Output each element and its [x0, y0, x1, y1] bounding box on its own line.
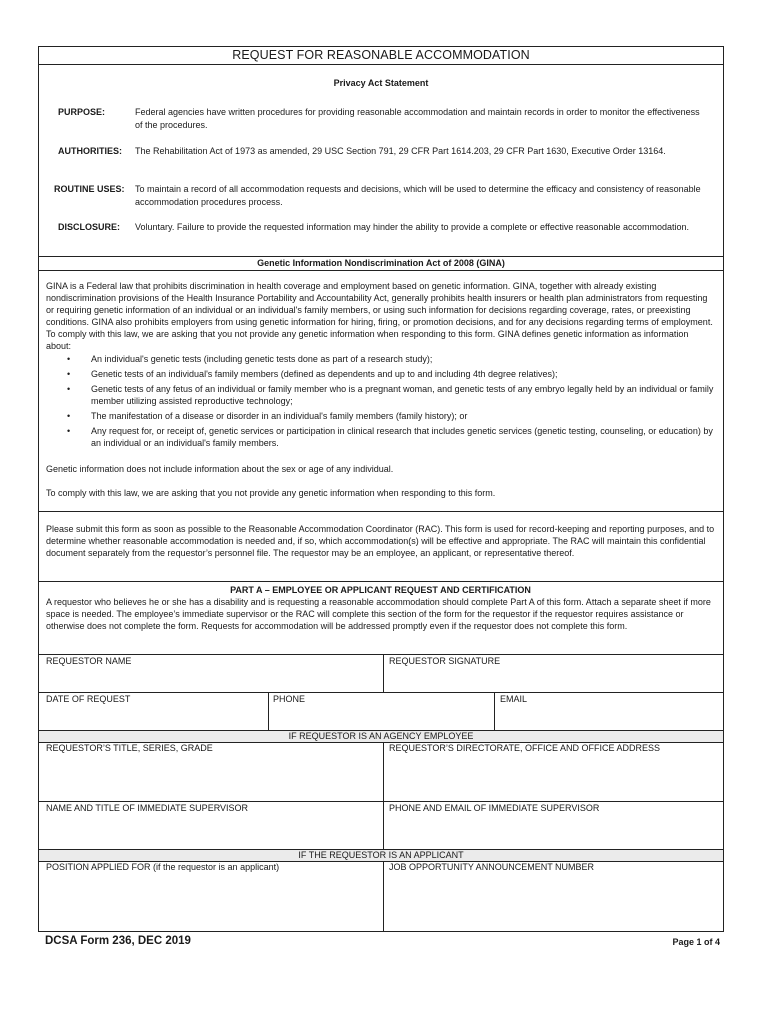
divider	[383, 654, 384, 692]
bullet-icon: •	[67, 369, 71, 379]
bullet-icon: •	[67, 426, 71, 436]
divider	[39, 654, 723, 655]
bullet-icon: •	[67, 354, 71, 364]
gina-list	[67, 353, 715, 452]
authorities-text: The Rehabilitation Act of 1973 as amended, 29 USC Section 791, 29 CFR Part 1614.203, 29 CFR Part 1630, Executive Order 13164.	[135, 146, 666, 156]
divider	[494, 692, 495, 730]
title-series-grade-field[interactable]: REQUESTOR’S TITLE, SERIES, GRADE	[46, 743, 213, 753]
form-container	[38, 46, 724, 932]
date-of-request-field[interactable]: DATE OF REQUEST	[46, 694, 131, 704]
page-number: Page 1 of 4	[672, 937, 720, 947]
bullet-icon: •	[67, 384, 71, 394]
job-announcement-field[interactable]: JOB OPPORTUNITY ANNOUNCEMENT NUMBER	[389, 862, 595, 872]
gina-note-sex-age: Genetic information does not include information about the sex or age of any individual.	[46, 464, 394, 474]
privacy-act-heading: Privacy Act Statement	[333, 78, 429, 88]
position-applied-field[interactable]: POSITION APPLIED FOR (if the requestor is an applicant)	[46, 862, 280, 872]
list-item: • Any request for, or receipt of, genetic services or participation in clinical research that includes genetic services (genetic testing, counseling, or education) by an individual or an individual's family members.	[67, 426, 713, 448]
divider	[383, 742, 384, 852]
list-item: • The manifestation of a disease or disorder in an individual's family members (family history); or	[67, 411, 468, 421]
directorate-field[interactable]: REQUESTOR’S DIRECTORATE, OFFICE AND OFFICE ADDRESS	[389, 743, 661, 753]
gina-heading: Genetic Information Nondiscrimination Act of 2008 (GINA)	[39, 257, 723, 271]
divider	[39, 801, 723, 802]
part-a-heading: PART A – EMPLOYEE OR APPLICANT REQUEST AND CERTIFICATION	[230, 585, 531, 595]
routine-uses-text: To maintain a record of all accommodation requests and decisions, which will be used to determine the efficacy and consistency of reasonable accommodation procedures process.	[135, 184, 701, 207]
gina-intro: GINA is a Federal law that prohibits discrimination in health coverage and employment based on genetic information. GINA, together with already existing nondiscrimination provisions of the Health Insurance Portability and Accountability Act, generally prohibits health insurers or health plan administrators from requesting or requiring genetic information of an individual or an individual's family members, or using such information for decisions regarding coverage, rates, or preexisting conditions. GINA also prohibits employers from using genetic information for hiring, firing, or promotion decisions, and for any decisions regarding terms of employment. To comply with this law, we are asking that you not provide any genetic information when responding to this form. GINA defines genetic information as information about:	[46, 281, 713, 351]
applicant-bar: IF THE REQUESTOR IS AN APPLICANT	[39, 849, 723, 862]
list-item: • An individual's genetic tests (including genetic tests done as part of a research study);	[67, 354, 433, 364]
list-item: • Genetic tests of any fetus of an individual or family member who is a pregnant woman, and genetic tests of any embryo legally held by an individual or family member utilizing assisted reproductive technology;	[67, 384, 714, 406]
divider	[39, 692, 723, 693]
supervisor-name-field[interactable]: NAME AND TITLE OF IMMEDIATE SUPERVISOR	[46, 803, 249, 813]
divider	[39, 511, 723, 512]
bullet-icon: •	[67, 411, 71, 421]
disclosure-text: Voluntary. Failure to provide the requested information may hinder the ability to provide a complete or effective reasonable accommodation.	[135, 222, 689, 232]
disclosure-label: DISCLOSURE:	[58, 222, 121, 232]
email-field[interactable]: EMAIL	[500, 694, 528, 704]
requestor-name-field[interactable]: REQUESTOR NAME	[46, 656, 132, 666]
divider	[39, 581, 723, 582]
divider	[383, 861, 384, 932]
requestor-signature-field[interactable]: REQUESTOR SIGNATURE	[389, 656, 501, 666]
form-title: REQUEST FOR REASONABLE ACCOMMODATION	[39, 47, 723, 65]
list-item: • Genetic tests of an individual's family members (defined as dependents and up to and including 4th degree relatives);	[67, 369, 558, 379]
supervisor-contact-field[interactable]: PHONE AND EMAIL OF IMMEDIATE SUPERVISOR	[389, 803, 600, 813]
divider	[268, 692, 269, 730]
form-id: DCSA Form 236, DEC 2019	[45, 935, 191, 947]
part-a-text: A requestor who believes he or she has a disability and is requesting a reasonable accommodation should complete Part A of this form. Attach a separate sheet if more space is needed. The employee’s immediate supervisor or the RAC will complete this section of the form for the requestor if the requestor requires assistance or otherwise does not complete the form. Requests for accommodation will be addressed promptly even if the requestor does not complete this form.	[46, 597, 711, 631]
authorities-label: AUTHORITIES:	[58, 146, 122, 156]
phone-field[interactable]: PHONE	[273, 694, 306, 704]
routine-uses-label: ROUTINE USES:	[54, 184, 125, 194]
agency-employee-bar: IF REQUESTOR IS AN AGENCY EMPLOYEE	[39, 730, 723, 743]
purpose-text: Federal agencies have written procedures for providing reasonable accommodation and maintain records in order to monitor the effectiveness of the procedures.	[135, 107, 700, 130]
gina-note-comply: To comply with this law, we are asking that you not provide any genetic information when responding to this form.	[46, 488, 496, 498]
submit-instructions: Please submit this form as soon as possible to the Reasonable Accommodation Coordinator (RAC). This form is used for record-keeping and reporting purposes, and to determine whether reasonable accommodation is needed and, if so, which accommodation(s) will be effective and appropriate. The RAC will maintain this confidential document separately from the requestor’s personnel file. The requestor may be an employee, an applicant, or representative thereof.	[46, 524, 715, 558]
purpose-label: PURPOSE:	[58, 107, 106, 117]
